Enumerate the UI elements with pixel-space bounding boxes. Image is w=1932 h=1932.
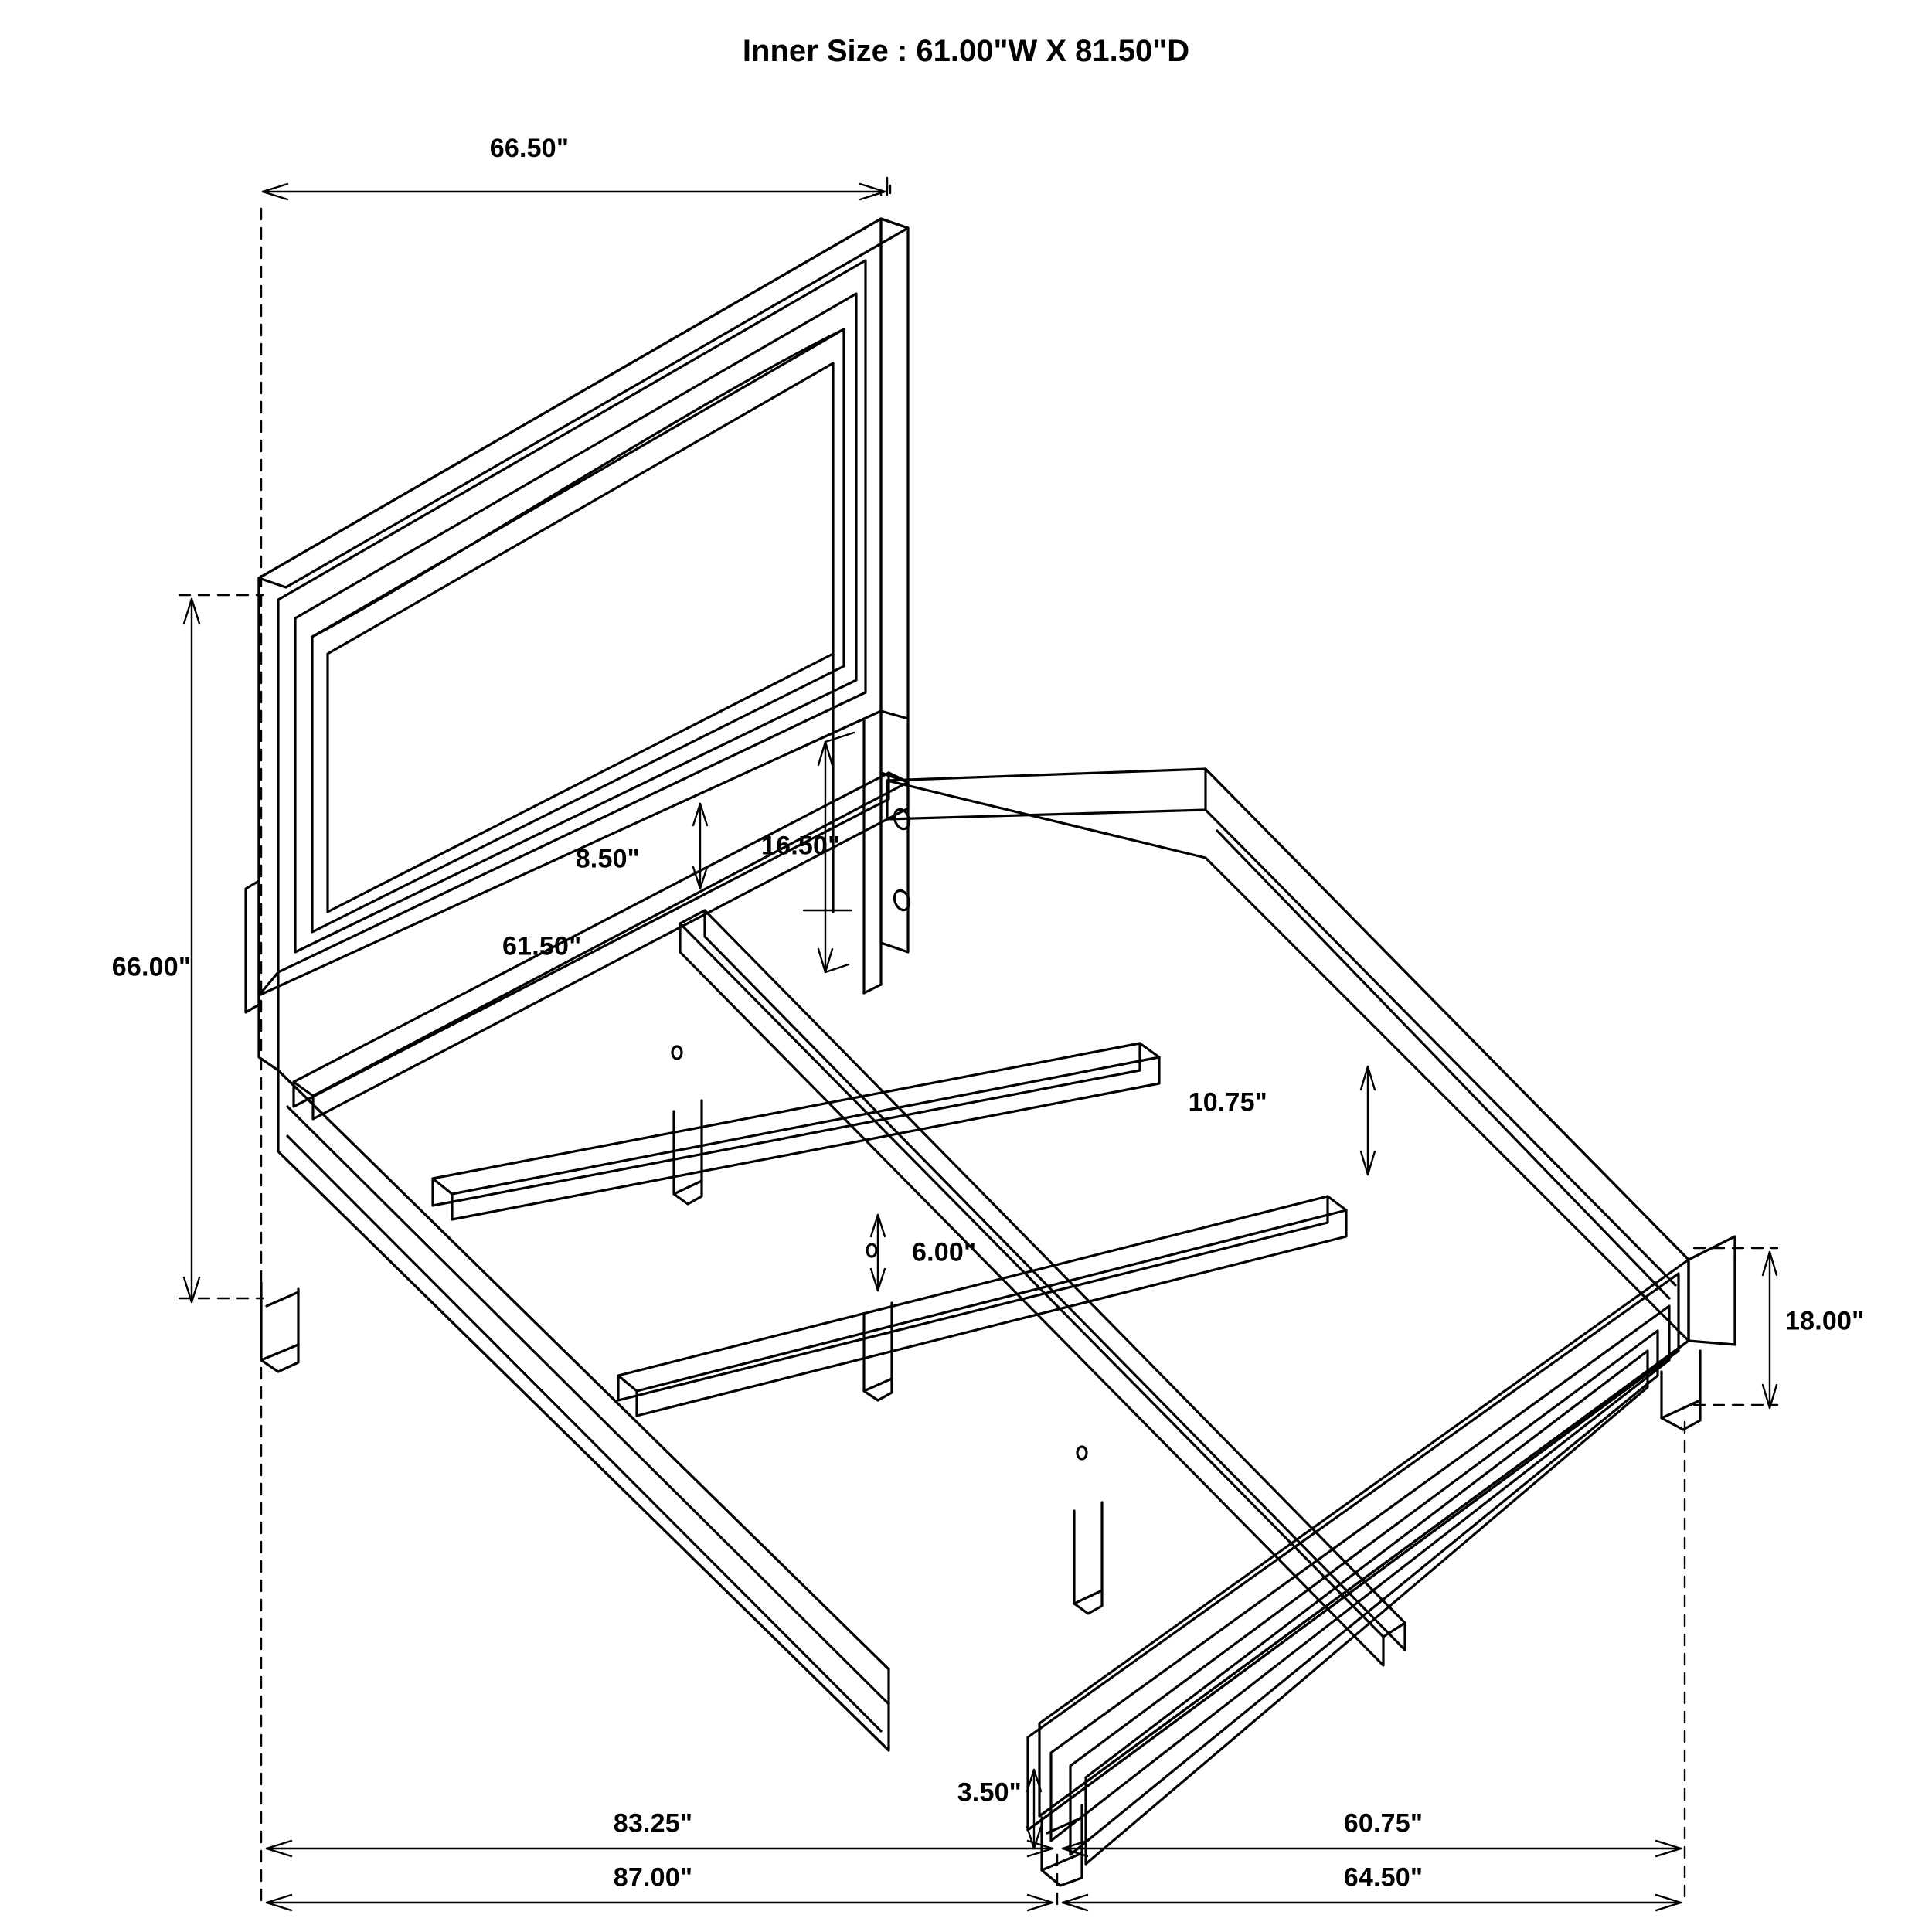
dimension-lines bbox=[179, 178, 1777, 1910]
dim-foot-clearance: 3.50" bbox=[957, 1777, 1022, 1808]
page-title: Inner Size : 61.00"W X 81.50"D bbox=[742, 34, 1190, 68]
dim-overall-length: 87.00" bbox=[613, 1862, 693, 1893]
dim-inner-width: 61.50" bbox=[502, 931, 582, 961]
dim-inner-length: 83.25" bbox=[613, 1808, 693, 1838]
left-side-rail bbox=[261, 1070, 889, 1750]
dim-headboard-width: 66.50" bbox=[489, 134, 570, 163]
dim-center-leg-height: 6.00" bbox=[912, 1237, 977, 1267]
slat-deck bbox=[294, 773, 1405, 1665]
dim-slat-gap: 8.50" bbox=[575, 844, 640, 874]
dim-headboard-clearance: 16.50" bbox=[761, 831, 841, 861]
dim-deck-height: 10.75" bbox=[1188, 1087, 1267, 1117]
dim-side-depth: 60.75" bbox=[1343, 1808, 1423, 1838]
dim-footboard-height: 18.00" bbox=[1785, 1306, 1865, 1336]
footboard bbox=[1028, 1236, 1735, 1886]
dim-overall-height: 66.00" bbox=[111, 952, 192, 982]
dim-overall-depth: 64.50" bbox=[1343, 1862, 1423, 1893]
